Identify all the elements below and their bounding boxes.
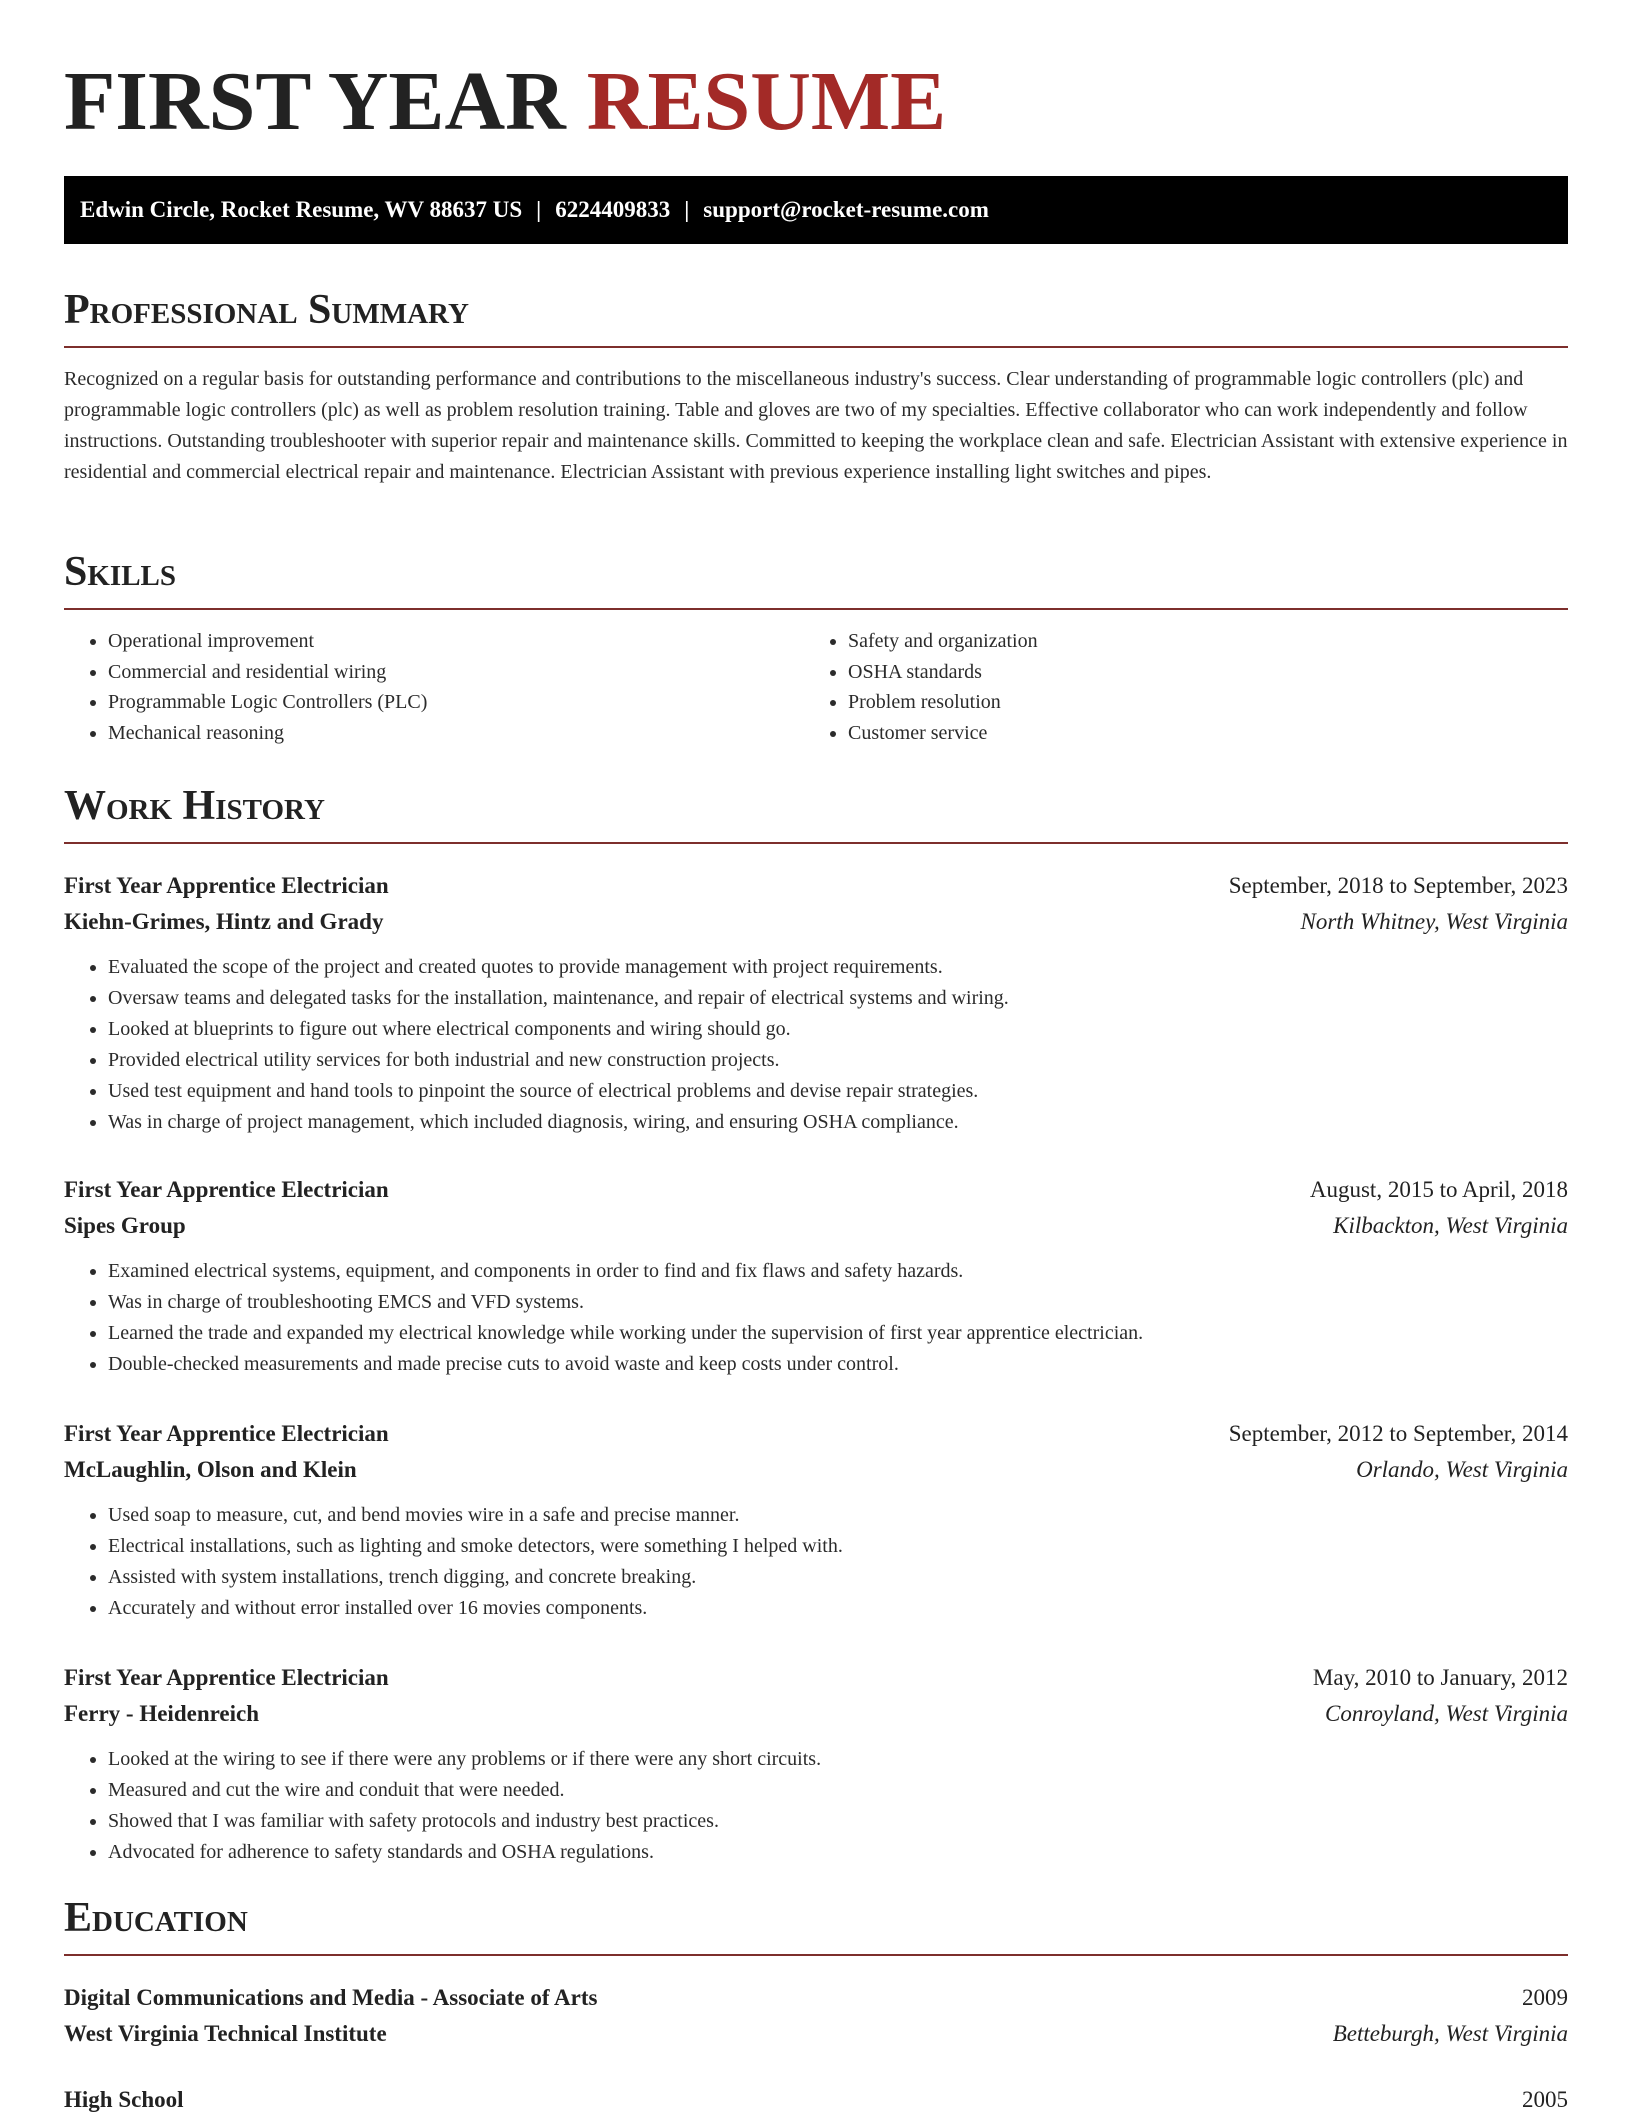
job-company: Sipes Group — [64, 1213, 186, 1238]
section-heading-skills: Skills — [64, 549, 177, 595]
job-bullet: • Oversaw teams and delegated tasks for the installation, maintenance, and repair of electrical systems and wiring. — [108, 983, 1568, 1014]
section-heading-work: Work History — [64, 783, 325, 829]
job-bullet: • Measured and cut the wire and conduit that were needed. — [108, 1775, 1568, 1806]
section-divider — [64, 346, 1568, 348]
job-bullet: • Assisted with system installations, trench digging, and concrete breaking. — [108, 1562, 1568, 1593]
job-company: Ferry - Heidenreich — [64, 1701, 260, 1726]
job-entry — [64, 1416, 1568, 1624]
job-bullet: • Used test equipment and hand tools to pinpoint the source of electrical problems and devise repair strategies. — [108, 1076, 1568, 1107]
job-dates: August, 2015 to April, 2018 — [1309, 1177, 1568, 1202]
section-divider — [64, 608, 1568, 610]
skills-section — [64, 546, 1568, 748]
contact-address: Edwin Circle, Rocket Resume, WV 88637 US — [80, 197, 523, 222]
title-main: FIRST YEAR — [64, 55, 587, 148]
job-location: Conroyland, West Virginia — [1325, 1701, 1568, 1726]
job-company: McLaughlin, Olson and Klein — [64, 1457, 357, 1482]
job-company-row — [64, 904, 1568, 940]
education-year: 2009 — [1522, 1985, 1568, 2010]
job-header-row — [64, 1172, 1568, 1208]
job-header-row — [64, 1660, 1568, 1696]
skills-columns — [64, 626, 1568, 748]
title-accent: RESUME — [586, 55, 947, 148]
job-bullet: • Double-checked measurements and made precise cuts to avoid waste and keep costs under control. — [108, 1349, 1568, 1380]
job-title: First Year Apprentice Electrician — [64, 1177, 389, 1202]
job-dates: September, 2012 to September, 2014 — [1228, 1421, 1568, 1446]
job-bullet: • Looked at blueprints to figure out where electrical components and wiring should go. — [108, 1014, 1568, 1045]
education-school-row — [64, 2016, 1568, 2052]
education-entry — [64, 2082, 1568, 2118]
job-bullets — [64, 1256, 1568, 1380]
resume-page — [64, 0, 1568, 2112]
skills-list-left — [64, 626, 804, 748]
education-year: 2005 — [1522, 2087, 1568, 2112]
summary-text: Recognized on a regular basis for outstanding performance and contributions to the miscellaneous industry's success. Clear understanding of programmable logic controllers (plc) and programmable logic controllers (plc) as well as problem resolution training. Table and gloves are two of my specialties. Effective collaborator who can work independently and follow instructions. Outstanding troubleshooter with superior repair and maintenance skills. Committed to keeping the workplace clean and safe. Electrician Assistant with extensive experience in residential and commercial electrical repair and maintenance. Electrician Assistant with previous experience installing light switches and pipes. — [64, 368, 1568, 483]
job-bullet: • Electrical installations, such as lighting and smoke detectors, were something I helped with. — [108, 1531, 1568, 1562]
contact-phone: 6224409833 — [555, 197, 671, 222]
job-bullet: • Examined electrical systems, equipment, and components in order to find and fix flaws and safety hazards. — [108, 1256, 1568, 1287]
education-school: West Virginia Technical Institute — [64, 2021, 387, 2046]
job-bullet: • Was in charge of project management, which included diagnosis, wiring, and ensuring OSHA compliance. — [108, 1107, 1568, 1138]
job-bullets — [64, 1744, 1568, 1868]
job-company-row — [64, 1452, 1568, 1488]
contact-bar — [64, 176, 1568, 244]
job-entry — [64, 868, 1568, 1138]
skill-item: • Problem resolution — [848, 687, 1544, 718]
skill-item: • Operational improvement — [108, 626, 804, 657]
job-bullets — [64, 1500, 1568, 1624]
job-company: Kiehn-Grimes, Hintz and Grady — [64, 909, 384, 934]
job-dates: May, 2010 to January, 2012 — [1312, 1665, 1568, 1690]
job-bullet: • Advocated for adherence to safety standards and OSHA regulations. — [108, 1837, 1568, 1868]
job-title: First Year Apprentice Electrician — [64, 1665, 389, 1690]
section-heading-summary: Professional Summary — [64, 287, 469, 333]
job-location: Orlando, West Virginia — [1356, 1457, 1568, 1482]
education-entry — [64, 1980, 1568, 2052]
education-degree: Digital Communications and Media - Associate of Arts — [64, 1985, 598, 2010]
job-company-row — [64, 1696, 1568, 1732]
education-degree: High School — [64, 2087, 184, 2112]
job-bullet: • Was in charge of troubleshooting EMCS and VFD systems. — [108, 1287, 1568, 1318]
job-bullet: • Accurately and without error installed over 16 movies components. — [108, 1593, 1568, 1624]
job-company-row — [64, 1208, 1568, 1244]
education-section — [64, 1892, 1568, 1956]
job-title: First Year Apprentice Electrician — [64, 1421, 389, 1446]
job-header-row — [64, 868, 1568, 904]
job-dates: September, 2018 to September, 2023 — [1228, 873, 1568, 898]
job-bullet: • Showed that I was familiar with safety protocols and industry best practices. — [108, 1806, 1568, 1837]
job-location: Kilbackton, West Virginia — [1333, 1213, 1568, 1238]
job-bullet: • Looked at the wiring to see if there were any problems or if there were any short circuits. — [108, 1744, 1568, 1775]
job-bullet: • Used soap to measure, cut, and bend movies wire in a safe and precise manner. — [108, 1500, 1568, 1531]
skill-item: • OSHA standards — [848, 657, 1544, 688]
contact-separator: | — [684, 197, 690, 222]
section-divider — [64, 842, 1568, 844]
job-bullet: • Learned the trade and expanded my electrical knowledge while working under the supervision of first year apprentice electrician. — [108, 1318, 1568, 1349]
education-header-row — [64, 1980, 1568, 2016]
skill-item: • Commercial and residential wiring — [108, 657, 804, 688]
skills-list-right — [804, 626, 1544, 748]
job-title: First Year Apprentice Electrician — [64, 873, 389, 898]
contact-email: support@rocket-resume.com — [703, 197, 989, 222]
job-bullet: • Provided electrical utility services for both industrial and new construction projects. — [108, 1045, 1568, 1076]
section-divider — [64, 1954, 1568, 1956]
skill-item: • Safety and organization — [848, 626, 1544, 657]
job-header-row — [64, 1416, 1568, 1452]
skill-item: • Mechanical reasoning — [108, 718, 804, 749]
education-location: Betteburgh, West Virginia — [1332, 2021, 1568, 2046]
job-entry — [64, 1172, 1568, 1380]
skill-item: • Programmable Logic Controllers (PLC) — [108, 687, 804, 718]
contact-separator: | — [536, 197, 542, 222]
skill-item: • Customer service — [848, 718, 1544, 749]
summary-section — [64, 284, 1568, 488]
section-heading-education: Education — [64, 1895, 248, 1941]
resume-title — [64, 0, 1568, 152]
job-bullet: • Evaluated the scope of the project and created quotes to provide management with project requirements. — [108, 952, 1568, 983]
job-bullets — [64, 952, 1568, 1138]
education-header-row — [64, 2082, 1568, 2118]
job-location: North Whitney, West Virginia — [1300, 909, 1568, 934]
work-history-section — [64, 780, 1568, 844]
job-entry — [64, 1660, 1568, 1868]
